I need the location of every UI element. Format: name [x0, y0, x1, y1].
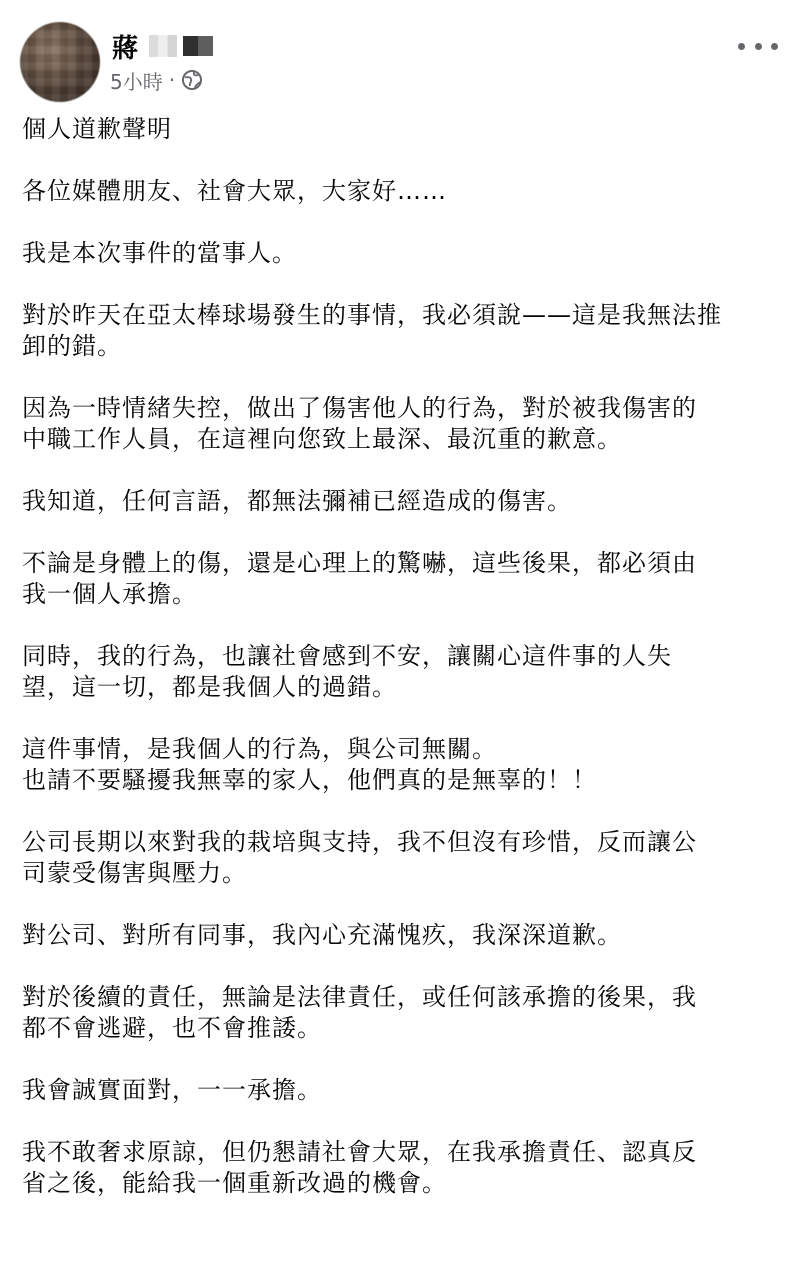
name-mosaic	[149, 35, 177, 57]
post-paragraph: 我不敢奢求原諒，但仍懇請社會大眾，在我承擔責任、認真反 省之後，能給我一個重新改過的機會。	[22, 1138, 697, 1197]
post-paragraph: 同時，我的行為，也讓社會感到不安，讓關心這件事的人失 望，這一切，都是我個人的過錯。	[22, 642, 672, 701]
post-paragraph: 公司長期以來對我的栽培與支持，我不但沒有珍惜，反而讓公 司蒙受傷害與壓力。	[22, 828, 697, 887]
more-dot	[755, 43, 762, 50]
post-title: 個人道歉聲明	[22, 115, 172, 143]
post-paragraph: 對於昨天在亞太棒球場發生的事情，我必須說——這是我無法推 卸的錯。	[22, 301, 722, 360]
author-row	[112, 28, 213, 64]
post-paragraph: 我會誠實面對，一一承擔。	[22, 1076, 322, 1104]
author-name[interactable]: 蔣	[112, 33, 140, 64]
post-paragraph: 我知道，任何言語，都無法彌補已經造成的傷害。	[22, 487, 572, 515]
post-meta	[110, 66, 203, 94]
post-paragraph: 這件事情，是我個人的行為，與公司無關。 也請不要騷擾我無辜的家人，他們真的是無辜的！！	[22, 735, 597, 794]
post-timestamp[interactable]: 5小時	[110, 69, 163, 94]
globe-icon[interactable]	[181, 69, 203, 91]
post-body	[22, 114, 782, 1230]
post-paragraph: 我是本次事件的當事人。	[22, 239, 297, 267]
avatar[interactable]	[20, 22, 100, 102]
post-paragraph: 因為一時情緒失控，做出了傷害他人的行為，對於被我傷害的 中職工作人員，在這裡向您致上最深、最沉重的歉意。	[22, 394, 697, 453]
post-header	[0, 0, 800, 110]
post-paragraph: 對於後續的責任，無論是法律責任，或任何該承擔的後果，我 都不會逃避，也不會推諉。	[22, 983, 697, 1042]
post-paragraph: 不論是身體上的傷，還是心理上的驚嚇，這些後果，都必須由 我一個人承擔。	[22, 549, 697, 608]
more-dot	[771, 43, 778, 50]
name-mosaic-dark	[183, 36, 213, 56]
post-paragraph: 各位媒體朋友、社會大眾，大家好……	[22, 177, 447, 205]
more-dot	[738, 43, 745, 50]
post-paragraph: 對公司、對所有同事，我內心充滿愧疚，我深深道歉。	[22, 921, 622, 949]
more-options-button[interactable]	[738, 36, 778, 56]
meta-separator: ·	[168, 68, 176, 92]
